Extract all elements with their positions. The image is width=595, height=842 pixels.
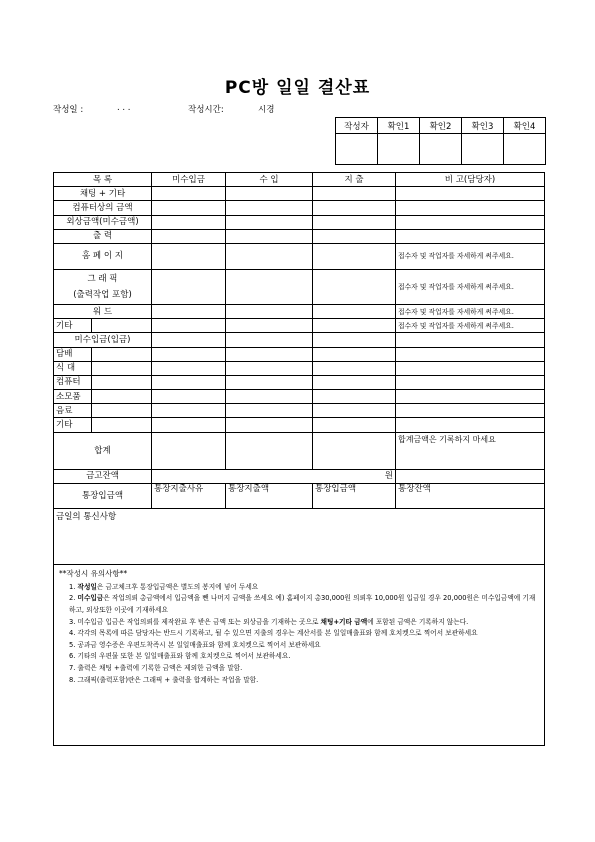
row-label: 기타	[54, 418, 92, 432]
income-cell[interactable]	[226, 187, 313, 201]
row-label: 담배	[54, 347, 92, 361]
caution-text: 은 작업의뢰 총금액에서 입금액을 뺀 나머지 금액을 쓰세요 예) 홈페이지 총30,000원 의뢰후 10,000원 입금일 경우 20,000원은 미수입금액에 기재하고, 외상또한 이곳에 기재하세요	[69, 594, 536, 614]
expense-cell[interactable]	[313, 347, 396, 361]
vault-label: 금고잔액	[54, 469, 152, 483]
unpaid-cell[interactable]	[152, 243, 226, 269]
income-cell[interactable]	[226, 201, 313, 215]
remark-cell[interactable]	[396, 229, 545, 243]
remark-cell[interactable]	[396, 404, 545, 418]
header-item: 목 록	[54, 173, 152, 187]
signature-cell[interactable]	[420, 134, 462, 165]
caution-text: 에 포함된 금액은 기록하지 않는다.	[367, 617, 469, 626]
row-label: 출 력	[54, 229, 152, 243]
remark-note[interactable]: 접수자 및 작업자를 자세하게 써주세요.	[396, 269, 545, 304]
income-cell[interactable]	[226, 418, 313, 432]
caution-item: 7. 출력은 채팅 +출력에 기록한 금액은 제외한 금액을 말함.	[69, 663, 243, 672]
row-label: 미수입금(입금)	[54, 333, 152, 347]
row-label: 그 래 픽	[87, 273, 118, 284]
header-expense: 지 출	[313, 173, 396, 187]
approval-table	[335, 117, 546, 165]
remark-cell[interactable]	[396, 347, 545, 361]
remark-cell[interactable]	[396, 390, 545, 404]
row-label: 음료	[54, 404, 92, 418]
date-field[interactable]: . . .	[117, 103, 131, 113]
caution-number: 2.	[69, 594, 78, 603]
row-label: 외상금액(미수금액)	[54, 215, 152, 229]
row-sublabel: (출력작업 포함)	[73, 289, 132, 300]
expense-cell[interactable]	[313, 390, 396, 404]
income-cell[interactable]	[226, 304, 313, 318]
item-detail-cell[interactable]	[92, 418, 152, 432]
approval-header-check3: 확인3	[462, 118, 504, 134]
vault-amount-field[interactable]	[152, 469, 396, 483]
caution-item	[69, 593, 539, 616]
bank-expense-reason[interactable]: 통장지출사유	[152, 483, 226, 508]
header-unpaid: 미수입금	[152, 173, 226, 187]
expense-cell[interactable]	[313, 418, 396, 432]
page-title: PC방 일일 결산표	[224, 78, 371, 98]
item-detail-cell[interactable]	[92, 375, 152, 389]
remark-cell[interactable]	[396, 375, 545, 389]
income-cell[interactable]	[226, 361, 313, 375]
approval-header-check2: 확인2	[420, 118, 462, 134]
row-label: 홈 페 이 지	[54, 243, 152, 269]
unpaid-cell[interactable]	[152, 201, 226, 215]
expense-cell[interactable]	[313, 229, 396, 243]
income-cell[interactable]	[226, 319, 313, 333]
unpaid-cell[interactable]	[152, 319, 226, 333]
unpaid-cell[interactable]	[152, 375, 226, 389]
settlement-table	[53, 172, 545, 746]
expense-cell[interactable]	[313, 404, 396, 418]
remark-note[interactable]: 접수자 및 작업자를 자세하게 써주세요.	[396, 243, 545, 269]
approval-header-writer: 작성자	[336, 118, 378, 134]
signature-cell[interactable]	[504, 134, 546, 165]
unpaid-cell[interactable]	[152, 304, 226, 318]
approval-header-check4: 확인4	[504, 118, 546, 134]
unpaid-cell[interactable]	[152, 404, 226, 418]
signature-cell[interactable]	[462, 134, 504, 165]
unpaid-cell[interactable]	[152, 347, 226, 361]
bank-deposit-amount[interactable]: 통장입금액	[313, 483, 396, 508]
bank-balance[interactable]: 통장잔액	[396, 483, 545, 508]
item-detail-cell[interactable]	[92, 347, 152, 361]
item-detail-cell[interactable]	[92, 390, 152, 404]
won-unit: 원	[384, 471, 393, 482]
remark-cell[interactable]	[396, 201, 545, 215]
caution-item: 5. 공과금 영수증은 우편도착즉시 본 일일매출표와 함께 호치켓으로 찍어서 보관하세요	[69, 640, 321, 649]
row-label: 컴퓨터상의 금액	[54, 201, 152, 215]
expense-cell[interactable]	[313, 201, 396, 215]
caution-keyword: 채팅+기타 금액	[320, 617, 368, 626]
remark-cell[interactable]	[396, 361, 545, 375]
remark-cell[interactable]	[396, 187, 545, 201]
income-cell[interactable]	[226, 215, 313, 229]
bank-expense-amount[interactable]: 통장지출액	[226, 483, 313, 508]
expense-cell[interactable]	[313, 215, 396, 229]
income-cell[interactable]	[226, 269, 313, 304]
remark-note[interactable]: 접수자 및 작업자를 자세하게 써주세요.	[396, 304, 545, 318]
expense-cell[interactable]	[313, 243, 396, 269]
income-cell[interactable]	[226, 390, 313, 404]
caution-number: 1.	[69, 582, 78, 591]
total-label: 합계	[54, 432, 152, 469]
total-income-cell[interactable]	[226, 432, 313, 469]
item-detail-cell[interactable]	[92, 361, 152, 375]
header-remark: 비 고(담당자)	[396, 173, 545, 187]
remark-cell[interactable]	[396, 215, 545, 229]
unpaid-cell[interactable]	[152, 418, 226, 432]
unpaid-cell[interactable]	[152, 229, 226, 243]
unpaid-cell[interactable]	[152, 333, 226, 347]
total-note: 합계금액은 기록하지 마세요	[396, 432, 545, 469]
remark-note[interactable]: 접수자 및 작업자를 자세하게 써주세요.	[396, 319, 545, 333]
caution-keyword: 작성일	[77, 582, 97, 591]
daily-notice-label: 금일의 통신사항	[56, 511, 117, 522]
caution-item	[69, 582, 539, 594]
vault-remark-cell[interactable]	[396, 469, 545, 483]
caution-text: 은 금고체크후 통장입금액은 별도의 봉지에 넣어 두세요	[96, 582, 259, 591]
expense-cell[interactable]	[313, 187, 396, 201]
time-label: 작성시간:	[188, 105, 224, 115]
unpaid-cell[interactable]	[152, 269, 226, 304]
remark-cell[interactable]	[396, 418, 545, 432]
caution-item: 8. 그래픽(출력포함)란은 그래픽 + 출력을 합계하는 작업을 말함.	[69, 675, 259, 684]
income-cell[interactable]	[226, 243, 313, 269]
date-label: 작성일 :	[53, 105, 84, 115]
cautions-box	[54, 564, 545, 745]
item-detail-cell[interactable]	[92, 404, 152, 418]
signature-cell[interactable]	[336, 134, 378, 165]
expense-cell[interactable]	[313, 361, 396, 375]
time-suffix: 시경	[258, 105, 275, 115]
signature-cell[interactable]	[378, 134, 420, 165]
unpaid-cell[interactable]	[152, 215, 226, 229]
row-label: 기타	[54, 319, 92, 333]
expense-cell[interactable]	[313, 304, 396, 318]
expense-cell[interactable]	[313, 319, 396, 333]
row-label: 채팅 + 기타	[54, 187, 152, 201]
caution-keyword: 미수입금	[77, 594, 104, 603]
income-cell[interactable]	[226, 229, 313, 243]
income-cell[interactable]	[226, 375, 313, 389]
cautions-list	[59, 582, 539, 686]
remark-cell[interactable]	[396, 333, 545, 347]
income-cell[interactable]	[226, 404, 313, 418]
unpaid-cell[interactable]	[152, 187, 226, 201]
income-cell[interactable]	[226, 333, 313, 347]
total-expense-cell[interactable]	[313, 432, 396, 469]
caution-item: 4. 각각의 목록에 따른 담당자는 반드시 기록하고, 될 수 있으면 지출의 경우는 계산서를 본 일일매출표와 함께 호치켓으로 찍어서 보관하세요	[69, 629, 478, 638]
expense-cell[interactable]	[313, 333, 396, 347]
row-label: 식 대	[54, 361, 92, 375]
unpaid-cell[interactable]	[152, 361, 226, 375]
row-label: 워 드	[54, 304, 152, 318]
daily-notice-area[interactable]	[54, 508, 545, 564]
unpaid-cell[interactable]	[152, 390, 226, 404]
bank-deposit-label: 통장입금액	[54, 483, 152, 508]
row-label: 소모품	[54, 390, 92, 404]
header-income: 수 입	[226, 173, 313, 187]
caution-text: 3. 미수입금 입금은 작업의뢰를 제작완료 후 받은 금액 또는 외상금을 기재하는 곳으로	[69, 617, 321, 626]
caution-item	[69, 617, 539, 629]
other-item-cell[interactable]	[92, 319, 152, 333]
income-cell[interactable]	[226, 347, 313, 361]
row-label: 컴퓨터	[54, 375, 92, 389]
expense-cell[interactable]	[313, 269, 396, 304]
approval-header-check1: 확인1	[378, 118, 420, 134]
caution-item: 6. 기타의 우편물 또한 본 일일매출표와 함께 호치켓으로 찍어서 보관하세요.	[69, 652, 291, 661]
expense-cell[interactable]	[313, 375, 396, 389]
cautions-header: **작성시 유의사항**	[59, 568, 128, 578]
total-unpaid-cell[interactable]	[152, 432, 226, 469]
